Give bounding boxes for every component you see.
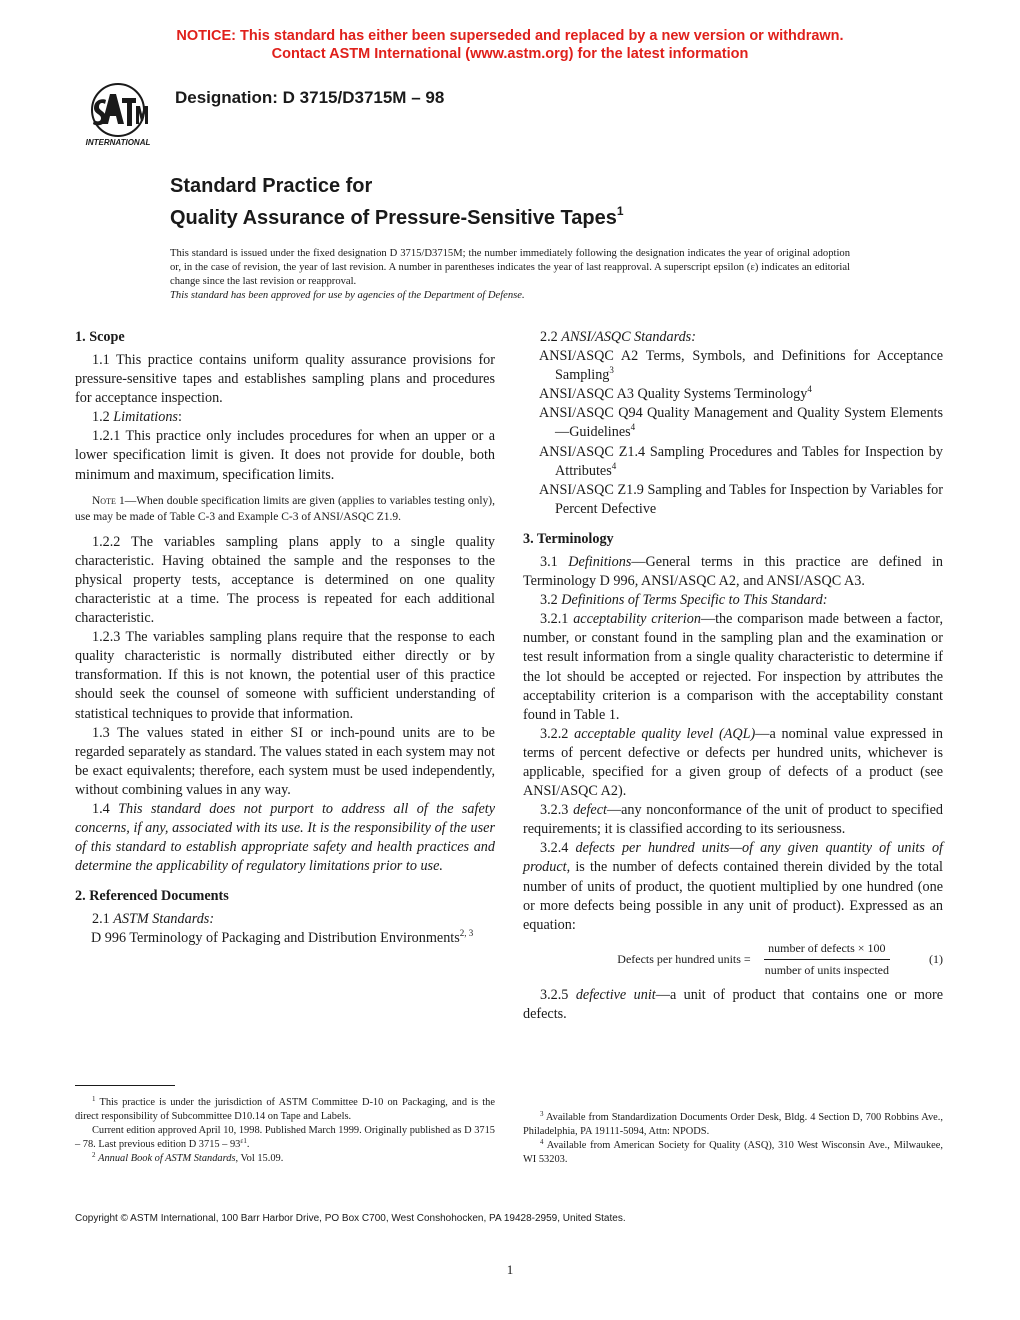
para-3-2-4: 3.2.4 defects per hundred units—of any given quantity of units of product, is the number of defects contained therein divided by the total number of units of product, the quotient multiplied by one hundred (one or more defects being possible in any unit of product). Expressed as an equation:: [523, 840, 943, 933]
ref-ansi-z14: ANSI/ASQC Z1.4 Sampling Procedures and Tables for Inspection by Attributes$^4$: [539, 443, 943, 479]
para-1-2-2: 1.2.2 The variables sampling plans apply to a single quality characteristic. Having obtained the sample and the responses to the physical property tests, acceptance is determined on one quality characteristic at a time. The process is repeated for each additional characteristic.: [75, 533, 495, 627]
section-1-heading: 1. Scope: [75, 329, 125, 345]
section-3-heading: 3. Terminology: [523, 530, 614, 547]
para-3-1: 3.1 Definitions—General terms in this practice are defined in Terminology D 996, ANSI/ASQC A2, and ANSI/ASQC A3.: [523, 553, 944, 590]
notice-line-2: Contact ASTM International (www.astm.org) for the latest information: [271, 46, 749, 62]
designation: Designation: D 3715/D3715M – 98: [175, 88, 445, 107]
para-1-2: 1.2 Limitations:: [92, 409, 182, 426]
note-1: [75, 493, 495, 525]
note-label: Note 1: [92, 494, 125, 507]
para-2-1: 2.1 ASTM Standards:: [92, 911, 215, 928]
right-column: [523, 328, 943, 1024]
note-text: —When double specification limits are given (applies to variables testing only), use may be made of Table C-3 and Example C-3 of ANSI/ASQC Z1.9.: [75, 494, 495, 523]
title-main: Quality Assurance of Pressure-Sensitive Tapes: [170, 207, 617, 229]
footnote-separator: [75, 1085, 175, 1086]
para-3-2-1: 3.2.1 acceptability criterion—the comparison made between a factor, number, or constant found in the sampling plan and the examination or test result information from a single quality characteristic to determine if the lot should be accepted or rejected. For inspection by attributes the acceptability criterion is a comparison with the acceptability constant found in Table 1.: [523, 611, 944, 723]
para-1-4: 1.4 This standard does not purport to address all of the safety concerns, if any, associated with its use. It is the responsibility of the user of this standard to establish appropriate safety and health practices and determine the applicability of regulatory limitations prior to use.: [75, 800, 495, 875]
footnote-2: $^2$ Annual Book of ASTM Standards, Vol 15.09.: [92, 1151, 284, 1164]
para-3-2-2: 3.2.2 acceptable quality level (AQL)—a nominal value expressed in terms of percent defective or defects per hundred units, whichever is applicable, specified for a given group of defects of a product (see ANSI/ASQC A2).: [523, 725, 944, 800]
astm-logo: [72, 80, 164, 152]
withdrawn-notice: [0, 27, 1020, 63]
left-column: [75, 328, 495, 949]
dod-approval-text: This standard has been approved for use by agencies of the Department of Defense.: [170, 290, 525, 301]
footnote-3: $^3$ Available from Standardization Documents Order Desk, Bldg. 4 Section D, 700 Robbins Ave., Philadelphia, PA 19111-5094, Attn: NPODS.: [523, 1110, 943, 1137]
para-1-3: 1.3 The values stated in either SI or inch-pound units are to be regarded separately as standard. The values stated in each system may not be exact equivalents; therefore, each system must be used independently, without combining values in any way.: [75, 724, 495, 798]
footnotes-left: [75, 1096, 495, 1166]
para-1-1: 1.1 This practice contains uniform quality assurance provisions for pressure-sensitive tapes and establishes sampling plans and procedures for acceptance inspection.: [75, 352, 495, 407]
ref-ansi-q94: ANSI/ASQC Q94 Quality Management and Quality System Elements—Guidelines$^4$: [539, 405, 943, 441]
footnote-1-edition: Current edition approved April 10, 1998. Published March 1999. Originally published as D 3715 – 78. Last previous edition D $3715 - 93^{\varepsilon 1}$.: [75, 1125, 495, 1150]
equation-numerator: number of defects × 100: [764, 939, 889, 960]
title-line-1: Standard Practice for: [170, 175, 373, 197]
section-2-heading: 2. Referenced Documents: [75, 888, 229, 905]
para-3-2: 3.2 Definitions of Terms Specific to This Standard:: [540, 592, 828, 609]
equation-denominator: number of units inspected: [764, 962, 889, 977]
para-2-2: 2.2 ANSI/ASQC Standards:: [540, 329, 696, 345]
equation-fraction: [761, 939, 893, 980]
standard-notice-text: This standard is issued under the fixed designation D 3715/D3715M; the number immediately following the designation indicates the year of original adoption or, in the case of revision, the year of last revision. A number in parentheses indicates the year of last reapproval. A superscript epsilon (ε) indicates an editorial change since the last revision or reapproval.: [170, 248, 850, 287]
ref-ansi-a3: ANSI/ASQC A3 Quality Systems Terminology$^4$: [539, 384, 812, 403]
equation-lhs: Defects per hundred units =: [617, 951, 751, 966]
ref-ansi-a2: ANSI/ASQC A2 Terms, Symbols, and Definitions for Acceptance Sampling$^3$: [539, 348, 943, 384]
astm-logo-icon: [72, 80, 164, 152]
para-3-2-5: 3.2.5 defective unit—a unit of product that contains one or more defects.: [523, 987, 943, 1023]
logo-international-text: INTERNATIONAL: [85, 138, 151, 147]
footnotes-right: [523, 1111, 943, 1167]
ref-ansi-z19: ANSI/ASQC Z1.9 Sampling and Tables for Inspection by Variables for Percent Defective: [539, 481, 943, 517]
document-title: [170, 174, 624, 231]
equation-1: [523, 939, 943, 980]
title-line-2: [170, 198, 624, 231]
para-1-2-3: 1.2.3 The variables sampling plans require that the response to each quality characteristic is normally distributed either directly or by transformation. If this is not known, the potential user of this practice should seek the counsel of someone with sufficient understanding of statistical techniques to provide that information.: [75, 629, 495, 722]
para-3-2-3: 3.2.3 defect—any nonconformance of the unit of product to specified requirements; it is classified according to its seriousness.: [523, 802, 944, 838]
equation-number: (1): [929, 951, 943, 966]
para-1-2-1: 1.2.1 This practice only includes procedures for when an upper or a lower specification limit is given. It does not provide for double, both minimum and maximum, specification limits.: [75, 428, 495, 483]
standard-notice: [170, 247, 850, 303]
ref-d996: D 996 Terminology of Packaging and Distribution Environments$^{2, 3}$: [91, 928, 474, 947]
footnote-1: $^1$ This practice is under the jurisdiction of ASTM Committee D-10 on Packaging, and is the direct responsibility of Subcommittee D10.14 on Tape and Labels.: [75, 1095, 495, 1122]
footnote-4: $^4$ Available from American Society for Quality (ASQ), 310 West Wisconsin Ave., Milwaukee, WI 53203.: [523, 1138, 943, 1165]
title-footnote-ref: 1: [616, 204, 624, 218]
notice-line-1: NOTICE: This standard has either been superseded and replaced by a new version or withdrawn.: [176, 28, 844, 44]
copyright-line: Copyright © ASTM International, 100 Barr Harbor Drive, PO Box C700, West Conshohocken, PA 19428-2959, United States.: [75, 1213, 626, 1224]
page-number: 1: [506, 1262, 514, 1277]
